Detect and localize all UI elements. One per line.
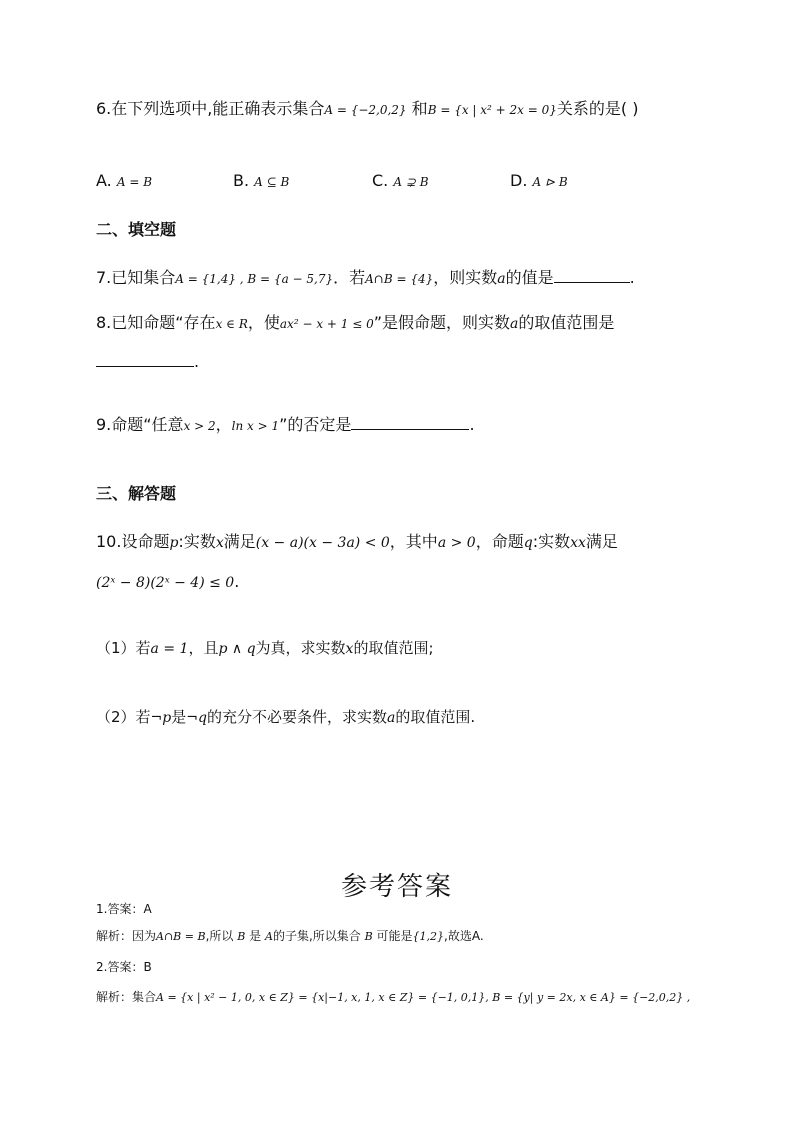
q7-mid: ．若 xyxy=(333,268,366,287)
q10-p8: . xyxy=(234,572,240,591)
q8-cond2: ax² − x + 1 ≤ 0 xyxy=(279,317,374,331)
q9-suffix: ”的否定是 xyxy=(279,415,352,434)
ans1-prefix: 解析：因为 xyxy=(96,929,157,943)
sub-question-1 xyxy=(96,637,434,658)
q9-cond2: ln x > 1 xyxy=(231,419,280,433)
q8-mid: ，使 xyxy=(247,313,280,332)
option-c[interactable] xyxy=(372,171,429,190)
q10-p1: 10.设命题 xyxy=(96,532,170,551)
option-b-label: B. xyxy=(233,171,250,190)
ans1-mid2: 是 xyxy=(249,929,262,943)
question-6 xyxy=(96,98,638,121)
q7-suffix: ，则实数 xyxy=(433,268,498,287)
sub2-var: a xyxy=(386,710,396,726)
q8-end: 的取值范围是 xyxy=(518,313,615,332)
q10-p2: :实数 xyxy=(178,532,216,551)
sub1-end: 的取值范围; xyxy=(353,639,434,657)
answers-title: 参考答案 xyxy=(340,872,453,902)
option-d[interactable] xyxy=(510,171,568,190)
option-b[interactable] xyxy=(233,171,289,190)
sub1-prefix: （1）若 xyxy=(96,639,151,657)
sub2-end: 的取值范围. xyxy=(395,708,476,726)
q10-ineq1: (x − a)(x − 3a) < 0 xyxy=(255,535,390,551)
q7-answer-blank[interactable] xyxy=(554,266,630,283)
q9-cond1: x > 2 xyxy=(183,419,216,433)
q10-p4: ，其中 xyxy=(389,532,438,551)
question-8-line2 xyxy=(96,350,199,373)
q6-suffix: 关系的是( ) xyxy=(556,99,639,118)
ans1-mid1: ,所以 xyxy=(205,929,234,943)
ans1-end: ,故选A. xyxy=(444,929,484,943)
q6-prefix: 6.在下列选项中,能正确表示集合 xyxy=(96,99,325,118)
q10-x: x xyxy=(215,535,224,551)
q8-var: a xyxy=(510,316,519,332)
sub2-mid: 是 xyxy=(171,708,187,726)
section-3-heading: 三、解答题 xyxy=(96,484,177,503)
ans1-b1: B xyxy=(237,930,246,943)
ans1-mid4: 可能是 xyxy=(376,929,413,943)
q10-p: p xyxy=(169,535,179,551)
q10-ineq2: (2ˣ − 8)(2ˣ − 4) ≤ 0 xyxy=(96,575,235,591)
q6-set-a: A = {−2,0,2} xyxy=(324,103,407,117)
q10-p3: 满足 xyxy=(223,532,256,551)
q9-prefix: 9.命题“任意 xyxy=(96,415,184,434)
ans1-b2: B xyxy=(364,930,373,943)
section-2-heading: 二、填空题 xyxy=(96,220,177,239)
q7-end: 的值是 xyxy=(505,268,554,287)
q9-answer-blank[interactable] xyxy=(351,413,469,430)
q10-p5: ，命题 xyxy=(475,532,524,551)
sub1-suffix: 为真，求实数 xyxy=(255,639,346,657)
q8-period: . xyxy=(194,352,200,371)
q7-cond: A∩B = {4} xyxy=(365,272,434,286)
question-10-line2 xyxy=(96,571,239,594)
option-d-expr: A ⊳ B xyxy=(532,175,568,189)
ans2-expr: A = {x | x² − 1, 0, x ∈ Z} = {x|−1, x, 1, x ∈ Z} = {−1, 0,1}, B = {y| y = 2x, x ∈ A} = {−2,0,2} , xyxy=(156,991,691,1004)
sub1-expr: p ∧ q xyxy=(218,641,256,657)
q7-sets: A = {1,4} , B = {a − 5,7} xyxy=(175,272,334,286)
question-8 xyxy=(96,312,614,335)
q8-prefix: 8.已知命题“存在 xyxy=(96,313,216,332)
sub2-prefix: （2）若 xyxy=(96,708,151,726)
answer-2-label: 2.答案：B xyxy=(96,960,152,974)
q7-var: a xyxy=(497,271,506,287)
q10-cond: a > 0 xyxy=(437,535,476,551)
q10-xx: xx xyxy=(570,535,586,551)
sub1-mid: ，且 xyxy=(188,639,219,657)
q10-p6: :实数 xyxy=(532,532,571,551)
ans1-set: {1,2} xyxy=(412,930,445,943)
q6-set-b: B = {x | x² + 2x = 0} xyxy=(427,103,557,117)
question-9 xyxy=(96,413,475,437)
option-a[interactable] xyxy=(96,171,152,190)
ans1-a1: A xyxy=(264,930,273,943)
ans1-expr: A∩B = B xyxy=(156,930,206,943)
q10-q: q xyxy=(523,535,533,551)
q10-p7: 满足 xyxy=(585,532,618,551)
sub2-not-q: ¬q xyxy=(186,710,207,726)
answer-2-explanation xyxy=(96,988,690,1007)
q8-suffix: ”是假命题，则实数 xyxy=(373,313,511,332)
option-d-label: D. xyxy=(510,171,528,190)
q6-and: 和 xyxy=(411,99,428,118)
option-a-label: A. xyxy=(96,171,112,190)
sub1-cond: a = 1 xyxy=(150,641,189,657)
sub2-suffix: 的充分不必要条件，求实数 xyxy=(206,708,387,726)
answer-1-label: 1.答案：A xyxy=(96,902,152,916)
sub1-var: x xyxy=(345,641,354,657)
option-c-label: C. xyxy=(372,171,389,190)
q7-period: . xyxy=(629,268,635,287)
sub2-not-p: ¬p xyxy=(150,710,172,726)
sub-question-2 xyxy=(96,706,475,727)
q9-period: . xyxy=(469,415,475,434)
answer-1-explanation xyxy=(96,927,484,946)
q9-comma: ， xyxy=(215,415,232,434)
option-c-expr: A ⊋ B xyxy=(393,175,429,189)
option-b-expr: A ⊆ B xyxy=(254,175,290,189)
option-a-expr: A = B xyxy=(116,175,153,189)
ans2-prefix: 解析：集合 xyxy=(96,990,157,1004)
q7-prefix: 7.已知集合 xyxy=(96,268,176,287)
q8-answer-blank[interactable] xyxy=(96,350,194,367)
question-7 xyxy=(96,266,635,290)
q8-cond1: x ∈ R xyxy=(215,317,248,331)
ans1-mid3: 的子集,所以集合 xyxy=(272,929,361,943)
question-10 xyxy=(96,531,618,554)
